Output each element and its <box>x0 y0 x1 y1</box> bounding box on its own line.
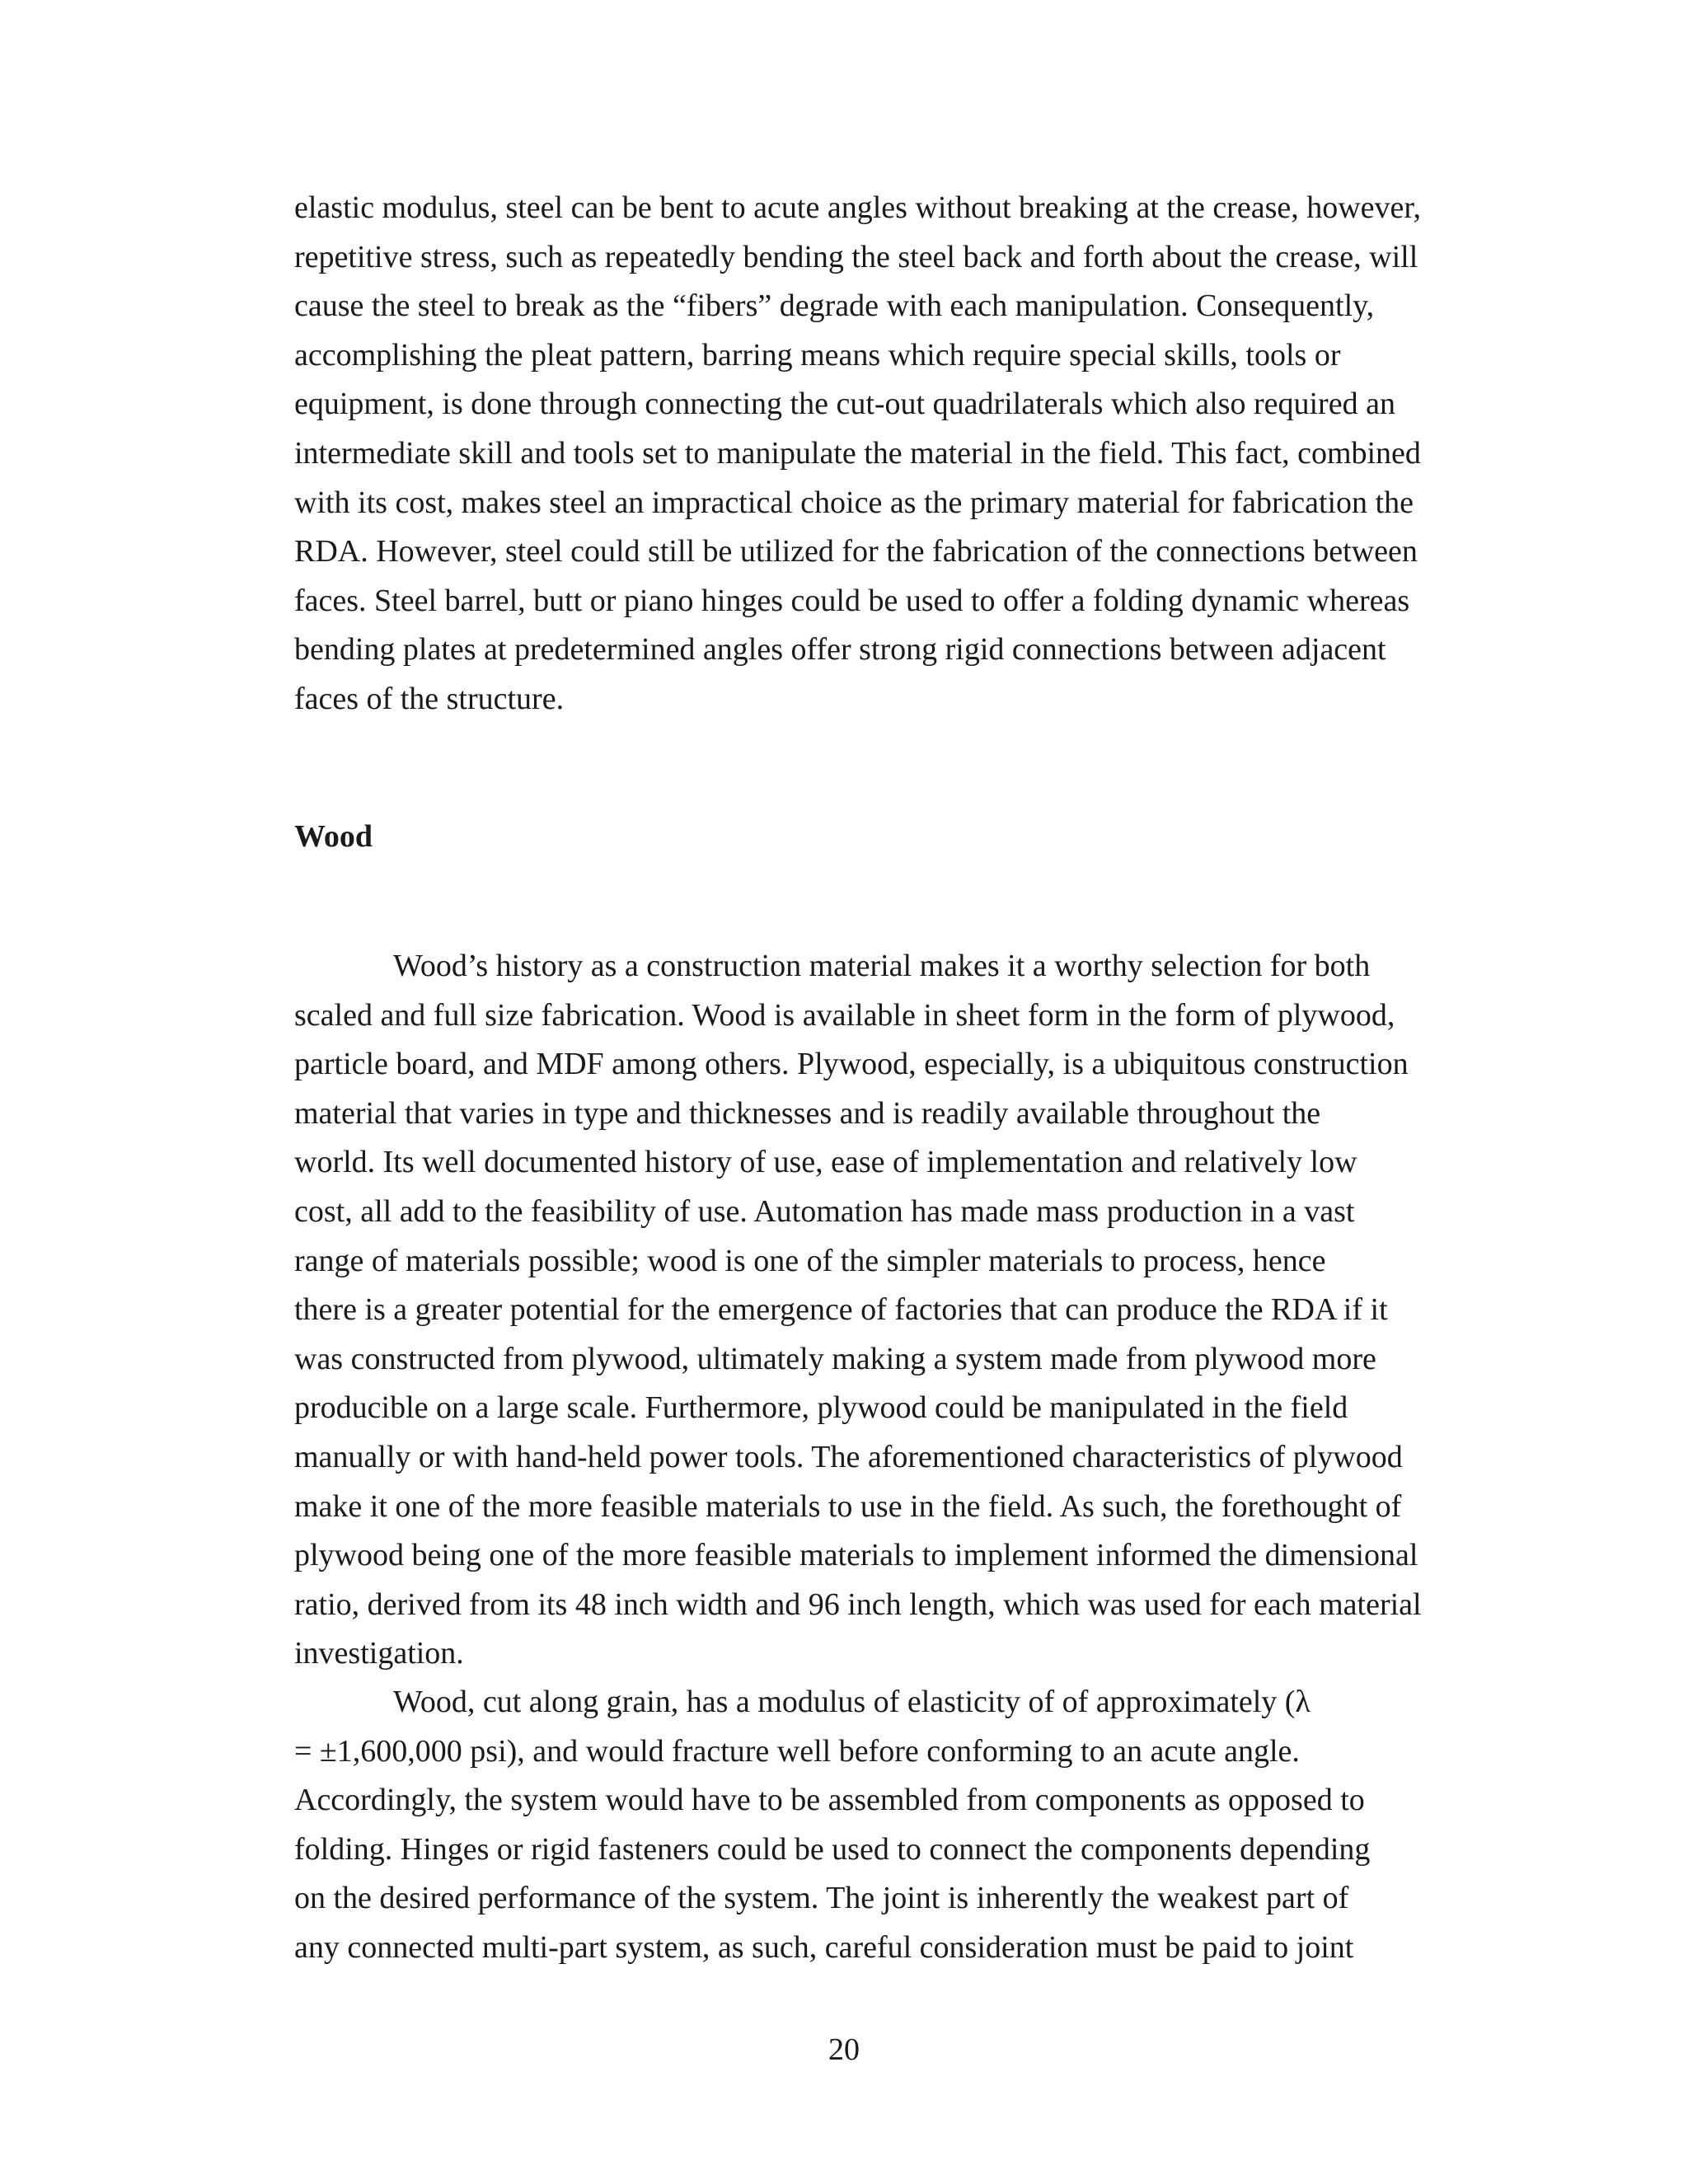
text-line: with its cost, makes steel an impractical choice as the primary material for fabrication the <box>294 485 1414 520</box>
text-line: range of materials possible; wood is one of the simpler materials to process, hence <box>294 1243 1326 1278</box>
text-line: Wood, cut along grain, has a modulus of elasticity of of approximately (λ <box>393 1685 1311 1719</box>
text-line: was constructed from plywood, ultimately making a system made from plywood more <box>294 1341 1376 1376</box>
text-line: intermediate skill and tools set to manipulate the material in the field. This fact, combined <box>294 435 1421 471</box>
text-line: there is a greater potential for the emergence of factories that can produce the RDA if it <box>294 1292 1388 1328</box>
text-line: any connected multi-part system, as such, careful consideration must be paid to joint <box>294 1929 1354 1965</box>
page-number: 20 <box>828 2032 860 2067</box>
text-line: repetitive stress, such as repeatedly bending the steel back and forth about the crease, will <box>294 239 1418 274</box>
text-line: material that varies in type and thicknesses and is readily available throughout the <box>294 1095 1321 1131</box>
text-line: accomplishing the pleat pattern, barring means which require special skills, tools or <box>294 337 1341 373</box>
text-line: Wood’s history as a construction material makes it a worthy selection for both <box>393 949 1371 983</box>
text-line: Accordingly, the system would have to be assembled from components as opposed to <box>294 1783 1365 1818</box>
paragraph-wood-elasticity <box>294 1678 1481 1973</box>
text-line: plywood being one of the more feasible materials to implement informed the dimensional <box>294 1538 1418 1573</box>
text-line: cause the steel to break as the “fibers” degrade with each manipulation. Consequently, <box>294 288 1375 324</box>
text-line: elastic modulus, steel can be bent to acute angles without breaking at the crease, however, <box>294 190 1422 225</box>
text-line: producible on a large scale. Furthermore, plywood could be manipulated in the field <box>294 1390 1348 1426</box>
text-line: make it one of the more feasible materials to use in the field. As such, the forethought of <box>294 1488 1402 1524</box>
section-heading-wood: Wood <box>294 819 373 854</box>
text-line: cost, all add to the feasibility of use. Automation has made mass production in a vast <box>294 1193 1355 1229</box>
text-line: bending plates at predetermined angles offer strong rigid connections between adjacent <box>294 632 1386 668</box>
text-line: folding. Hinges or rigid fasteners could be used to connect the components depending <box>294 1831 1371 1867</box>
text-line: faces of the structure. <box>294 681 565 716</box>
paragraph-steel-continued <box>294 184 1481 724</box>
text-line: investigation. <box>294 1636 464 1671</box>
text-line: equipment, is done through connecting the cut-out quadrilaterals which also required an <box>294 387 1395 422</box>
paragraph-wood-intro <box>294 942 1481 1679</box>
text-line: scaled and full size fabrication. Wood is available in sheet form in the form of plywood, <box>294 997 1395 1033</box>
text-line: particle board, and MDF among others. Plywood, especially, is a ubiquitous construction <box>294 1047 1409 1082</box>
text-line: manually or with hand-held power tools. The aforementioned characteristics of plywood <box>294 1439 1403 1474</box>
text-line: = ±1,600,000 psi), and would fracture well before conforming to an acute angle. <box>294 1733 1300 1769</box>
text-line: faces. Steel barrel, butt or piano hinges could be used to offer a folding dynamic whereas <box>294 583 1410 618</box>
text-line: world. Its well documented history of use, ease of implementation and relatively low <box>294 1145 1357 1180</box>
text-line: ratio, derived from its 48 inch width and 96 inch length, which was used for each material <box>294 1586 1422 1622</box>
text-line: RDA. However, steel could still be utilized for the fabrication of the connections between <box>294 534 1418 569</box>
text-line: on the desired performance of the system. The joint is inherently the weakest part of <box>294 1881 1349 1916</box>
